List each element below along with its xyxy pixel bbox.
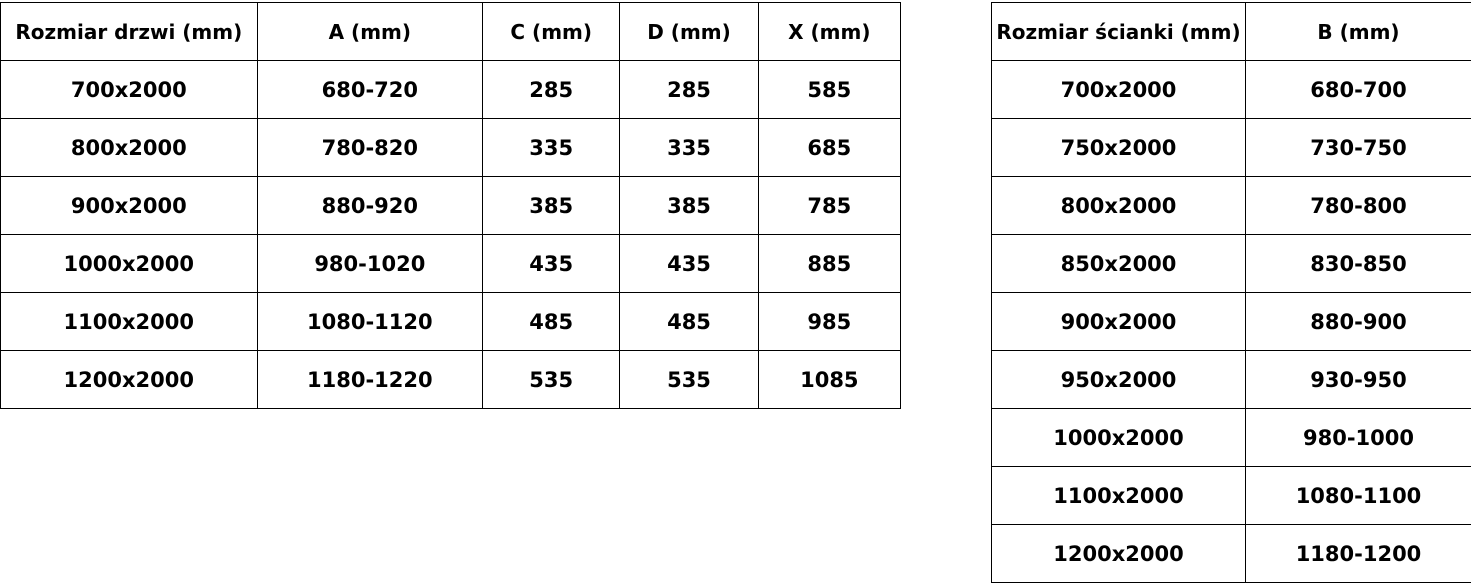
table-row — [992, 467, 1471, 525]
cell-x: 885 — [758, 235, 900, 293]
cell-d: 285 — [620, 61, 758, 119]
table-row — [992, 119, 1471, 177]
cell-b: 730-750 — [1246, 119, 1471, 177]
cell-door-size: 800x2000 — [1, 119, 258, 177]
cell-door-size: 1100x2000 — [1, 293, 258, 351]
cell-x: 585 — [758, 61, 900, 119]
cell-wall-size: 700x2000 — [992, 61, 1246, 119]
cell-d: 385 — [620, 177, 758, 235]
table-row — [992, 61, 1471, 119]
cell-wall-size: 1000x2000 — [992, 409, 1246, 467]
cell-wall-size: 1100x2000 — [992, 467, 1246, 525]
table-row — [1, 293, 901, 351]
table-row — [1, 61, 901, 119]
cell-b: 830-850 — [1246, 235, 1471, 293]
cell-a: 1080-1120 — [257, 293, 483, 351]
column-header-a: A (mm) — [257, 3, 483, 61]
cell-wall-size: 1200x2000 — [992, 525, 1246, 583]
cell-c: 535 — [483, 351, 620, 409]
table-row — [992, 351, 1471, 409]
column-header-door-size: Rozmiar drzwi (mm) — [1, 3, 258, 61]
cell-a: 680-720 — [257, 61, 483, 119]
cell-a: 780-820 — [257, 119, 483, 177]
cell-b: 930-950 — [1246, 351, 1471, 409]
cell-c: 335 — [483, 119, 620, 177]
wall-size-table — [991, 2, 1471, 583]
cell-c: 485 — [483, 293, 620, 351]
table-row — [1, 177, 901, 235]
table-row — [992, 177, 1471, 235]
cell-b: 1180-1200 — [1246, 525, 1471, 583]
cell-c: 285 — [483, 61, 620, 119]
cell-door-size: 700x2000 — [1, 61, 258, 119]
table-row — [992, 235, 1471, 293]
cell-x: 785 — [758, 177, 900, 235]
table-row — [992, 409, 1471, 467]
cell-c: 385 — [483, 177, 620, 235]
cell-wall-size: 950x2000 — [992, 351, 1246, 409]
cell-b: 680-700 — [1246, 61, 1471, 119]
cell-b: 780-800 — [1246, 177, 1471, 235]
cell-wall-size: 750x2000 — [992, 119, 1246, 177]
cell-d: 435 — [620, 235, 758, 293]
cell-a: 980-1020 — [257, 235, 483, 293]
cell-d: 535 — [620, 351, 758, 409]
table-header-row — [1, 3, 901, 61]
table-row — [992, 525, 1471, 583]
cell-door-size: 900x2000 — [1, 177, 258, 235]
cell-wall-size: 900x2000 — [992, 293, 1246, 351]
column-header-c: C (mm) — [483, 3, 620, 61]
table-header-row — [992, 3, 1471, 61]
cell-wall-size: 800x2000 — [992, 177, 1246, 235]
cell-door-size: 1200x2000 — [1, 351, 258, 409]
cell-x: 1085 — [758, 351, 900, 409]
cell-door-size: 1000x2000 — [1, 235, 258, 293]
cell-b: 880-900 — [1246, 293, 1471, 351]
table-row — [992, 293, 1471, 351]
cell-b: 1080-1100 — [1246, 467, 1471, 525]
table-row — [1, 235, 901, 293]
table-row — [1, 351, 901, 409]
cell-a: 1180-1220 — [257, 351, 483, 409]
column-header-d: D (mm) — [620, 3, 758, 61]
cell-x: 985 — [758, 293, 900, 351]
column-header-x: X (mm) — [758, 3, 900, 61]
column-header-b: B (mm) — [1246, 3, 1471, 61]
cell-a: 880-920 — [257, 177, 483, 235]
cell-d: 335 — [620, 119, 758, 177]
cell-c: 435 — [483, 235, 620, 293]
column-header-wall-size: Rozmiar ścianki (mm) — [992, 3, 1246, 61]
cell-b: 980-1000 — [1246, 409, 1471, 467]
cell-wall-size: 850x2000 — [992, 235, 1246, 293]
cell-d: 485 — [620, 293, 758, 351]
table-row — [1, 119, 901, 177]
door-size-table — [0, 2, 901, 409]
cell-x: 685 — [758, 119, 900, 177]
